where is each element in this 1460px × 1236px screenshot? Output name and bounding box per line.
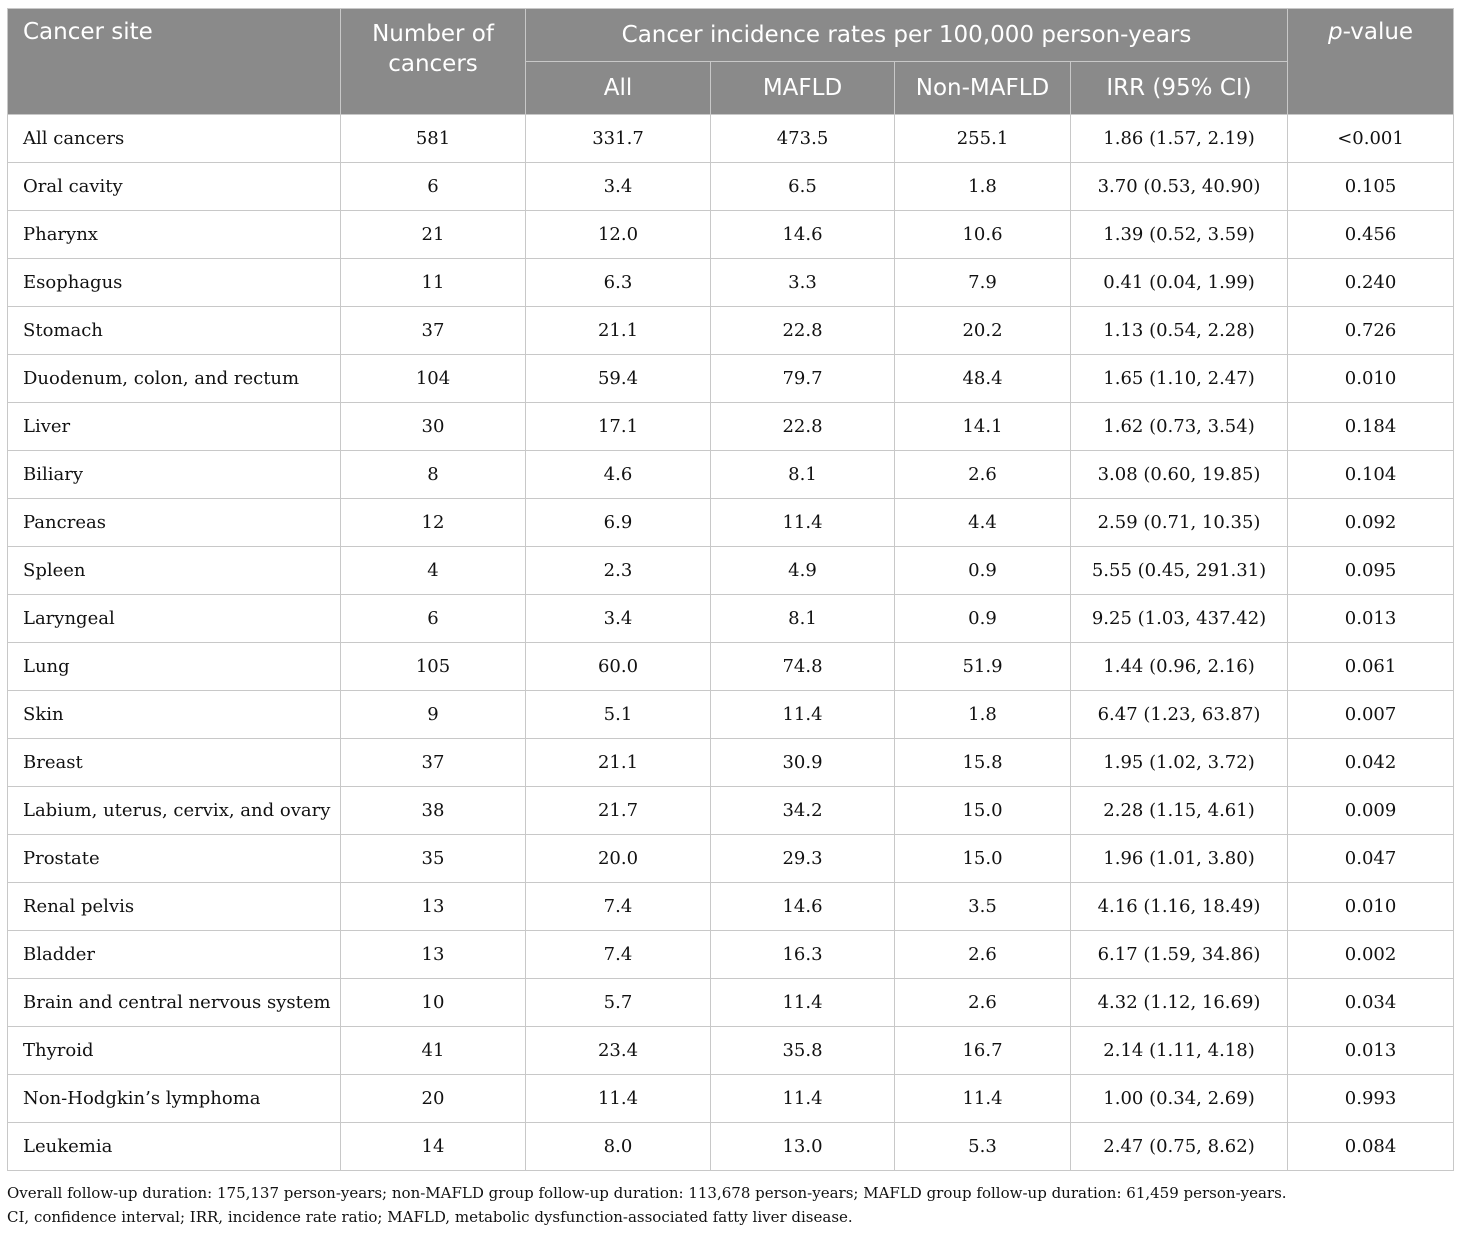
table-row [8,1027,1454,1075]
cell-irr: 9.25 (1.03, 437.42) [1071,595,1288,643]
cell-p-value: 0.095 [1288,547,1454,595]
cell-rate-all: 17.1 [526,403,711,451]
cell-cancer-site: Labium, uterus, cervix, and ovary [8,787,341,835]
header-all: All [526,62,711,115]
cell-rate-mafld: 473.5 [711,115,895,163]
cell-rate-all: 21.1 [526,307,711,355]
cell-cancer-site: All cancers [8,115,341,163]
table-row [8,979,1454,1027]
cell-number-of-cancers: 13 [341,883,526,931]
cell-rate-all: 8.0 [526,1123,711,1171]
cell-p-value: 0.007 [1288,691,1454,739]
cell-rate-mafld: 11.4 [711,691,895,739]
cell-irr: 2.14 (1.11, 4.18) [1071,1027,1288,1075]
cell-rate-all: 6.3 [526,259,711,307]
cell-rate-non-mafld: 2.6 [895,451,1071,499]
cell-rate-non-mafld: 255.1 [895,115,1071,163]
cell-cancer-site: Non-Hodgkin’s lymphoma [8,1075,341,1123]
cell-number-of-cancers: 105 [341,643,526,691]
footnote-abbreviations: CI, confidence interval; IRR, incidence rate ratio; MAFLD, metabolic dysfunction-associated fatty liver disease. [7,1208,853,1226]
cell-rate-all: 12.0 [526,211,711,259]
cell-rate-non-mafld: 0.9 [895,595,1071,643]
table-row [8,211,1454,259]
table-row [8,931,1454,979]
cell-number-of-cancers: 104 [341,355,526,403]
cell-rate-all: 3.4 [526,595,711,643]
cell-irr: 4.32 (1.12, 16.69) [1071,979,1288,1027]
header-irr: IRR (95% CI) [1071,62,1288,115]
cell-number-of-cancers: 14 [341,1123,526,1171]
cell-number-of-cancers: 6 [341,595,526,643]
cell-rate-non-mafld: 10.6 [895,211,1071,259]
cell-rate-non-mafld: 3.5 [895,883,1071,931]
cell-rate-non-mafld: 1.8 [895,163,1071,211]
cell-rate-all: 5.7 [526,979,711,1027]
header-number-line2: cancers [388,51,478,77]
table-body [8,115,1454,1171]
cell-irr: 1.96 (1.01, 3.80) [1071,835,1288,883]
cell-irr: 1.00 (0.34, 2.69) [1071,1075,1288,1123]
cell-number-of-cancers: 581 [341,115,526,163]
cell-irr: 5.55 (0.45, 291.31) [1071,547,1288,595]
cell-cancer-site: Esophagus [8,259,341,307]
cell-irr: 1.95 (1.02, 3.72) [1071,739,1288,787]
header-p-value [1288,9,1454,115]
cell-rate-mafld: 16.3 [711,931,895,979]
cell-p-value: <0.001 [1288,115,1454,163]
cell-number-of-cancers: 38 [341,787,526,835]
cell-irr: 1.13 (0.54, 2.28) [1071,307,1288,355]
cell-rate-mafld: 8.1 [711,451,895,499]
cell-p-value: 0.240 [1288,259,1454,307]
cell-irr: 2.59 (0.71, 10.35) [1071,499,1288,547]
cell-cancer-site: Leukemia [8,1123,341,1171]
header-p-rest: -value [1342,19,1414,45]
header-cancer-site: Cancer site [8,9,341,115]
cell-rate-mafld: 14.6 [711,211,895,259]
table-row [8,355,1454,403]
cell-rate-non-mafld: 15.0 [895,835,1071,883]
cell-p-value: 0.061 [1288,643,1454,691]
cell-cancer-site: Stomach [8,307,341,355]
cell-rate-all: 20.0 [526,835,711,883]
header-incidence-rates-group: Cancer incidence rates per 100,000 person-years [526,9,1288,62]
cell-number-of-cancers: 37 [341,307,526,355]
cell-p-value: 0.104 [1288,451,1454,499]
cell-cancer-site: Biliary [8,451,341,499]
cell-cancer-site: Spleen [8,547,341,595]
table-row [8,499,1454,547]
table-row [8,115,1454,163]
cell-rate-all: 4.6 [526,451,711,499]
cell-rate-all: 7.4 [526,883,711,931]
footnote-follow-up: Overall follow-up duration: 175,137 person-years; non-MAFLD group follow-up duration: 113,678 person-years; MAFLD group follow-up duration: 61,459 person-years. [7,1184,1287,1202]
cell-cancer-site: Prostate [8,835,341,883]
cancer-incidence-table [7,8,1454,1171]
cell-p-value: 0.010 [1288,355,1454,403]
cell-irr: 2.28 (1.15, 4.61) [1071,787,1288,835]
cell-rate-mafld: 22.8 [711,403,895,451]
cell-number-of-cancers: 9 [341,691,526,739]
cell-rate-mafld: 8.1 [711,595,895,643]
cell-rate-mafld: 11.4 [711,1075,895,1123]
table-header [8,9,1454,115]
cell-cancer-site: Liver [8,403,341,451]
table-row [8,163,1454,211]
cell-rate-non-mafld: 14.1 [895,403,1071,451]
cell-number-of-cancers: 12 [341,499,526,547]
cell-p-value: 0.010 [1288,883,1454,931]
cell-cancer-site: Lung [8,643,341,691]
header-mafld: MAFLD [711,62,895,115]
cell-p-value: 0.034 [1288,979,1454,1027]
cell-rate-mafld: 4.9 [711,547,895,595]
cell-rate-non-mafld: 48.4 [895,355,1071,403]
cell-irr: 1.62 (0.73, 3.54) [1071,403,1288,451]
cell-p-value: 0.993 [1288,1075,1454,1123]
cell-cancer-site: Thyroid [8,1027,341,1075]
cell-rate-mafld: 14.6 [711,883,895,931]
table-row [8,259,1454,307]
cell-rate-mafld: 74.8 [711,643,895,691]
cell-number-of-cancers: 8 [341,451,526,499]
cell-cancer-site: Pharynx [8,211,341,259]
cell-cancer-site: Bladder [8,931,341,979]
cell-p-value: 0.092 [1288,499,1454,547]
table-row [8,403,1454,451]
cell-rate-all: 3.4 [526,163,711,211]
cell-rate-all: 59.4 [526,355,711,403]
cell-rate-all: 6.9 [526,499,711,547]
table-row [8,451,1454,499]
cell-irr: 4.16 (1.16, 18.49) [1071,883,1288,931]
cell-number-of-cancers: 41 [341,1027,526,1075]
cell-rate-non-mafld: 2.6 [895,931,1071,979]
table-row [8,547,1454,595]
cell-irr: 6.17 (1.59, 34.86) [1071,931,1288,979]
cell-cancer-site: Brain and central nervous system [8,979,341,1027]
table-row [8,739,1454,787]
cell-p-value: 0.013 [1288,1027,1454,1075]
cell-rate-mafld: 29.3 [711,835,895,883]
cell-rate-non-mafld: 1.8 [895,691,1071,739]
cell-rate-all: 11.4 [526,1075,711,1123]
cell-rate-non-mafld: 2.6 [895,979,1071,1027]
header-number-line1: Number of [372,21,494,47]
cell-irr: 1.39 (0.52, 3.59) [1071,211,1288,259]
cell-rate-mafld: 6.5 [711,163,895,211]
cell-irr: 1.65 (1.10, 2.47) [1071,355,1288,403]
table-row [8,1123,1454,1171]
cell-p-value: 0.013 [1288,595,1454,643]
cell-rate-all: 331.7 [526,115,711,163]
cell-irr: 2.47 (0.75, 8.62) [1071,1123,1288,1171]
cell-rate-non-mafld: 15.0 [895,787,1071,835]
cell-rate-non-mafld: 5.3 [895,1123,1071,1171]
cell-rate-non-mafld: 0.9 [895,547,1071,595]
cell-cancer-site: Duodenum, colon, and rectum [8,355,341,403]
cell-rate-mafld: 11.4 [711,499,895,547]
cell-p-value: 0.084 [1288,1123,1454,1171]
table-row [8,643,1454,691]
cell-p-value: 0.002 [1288,931,1454,979]
table-row [8,835,1454,883]
table-row [8,595,1454,643]
cell-cancer-site: Oral cavity [8,163,341,211]
cell-number-of-cancers: 35 [341,835,526,883]
table-container [7,8,1453,1229]
cell-number-of-cancers: 37 [341,739,526,787]
table-row [8,1075,1454,1123]
cell-number-of-cancers: 20 [341,1075,526,1123]
cell-rate-non-mafld: 7.9 [895,259,1071,307]
header-non-mafld: Non-MAFLD [895,62,1071,115]
cell-rate-all: 23.4 [526,1027,711,1075]
header-number-of-cancers [341,9,526,115]
cell-number-of-cancers: 10 [341,979,526,1027]
table-footnotes [7,1181,1453,1229]
table-row [8,883,1454,931]
cell-p-value: 0.726 [1288,307,1454,355]
cell-rate-all: 21.7 [526,787,711,835]
cell-cancer-site: Laryngeal [8,595,341,643]
cell-rate-all: 60.0 [526,643,711,691]
cell-irr: 3.08 (0.60, 19.85) [1071,451,1288,499]
cell-p-value: 0.009 [1288,787,1454,835]
cell-p-value: 0.456 [1288,211,1454,259]
cell-rate-mafld: 79.7 [711,355,895,403]
cell-rate-all: 5.1 [526,691,711,739]
cell-irr: 3.70 (0.53, 40.90) [1071,163,1288,211]
cell-irr: 1.86 (1.57, 2.19) [1071,115,1288,163]
cell-p-value: 0.105 [1288,163,1454,211]
cell-rate-all: 2.3 [526,547,711,595]
cell-rate-mafld: 34.2 [711,787,895,835]
cell-rate-non-mafld: 15.8 [895,739,1071,787]
cell-number-of-cancers: 30 [341,403,526,451]
cell-cancer-site: Breast [8,739,341,787]
cell-number-of-cancers: 11 [341,259,526,307]
cell-number-of-cancers: 4 [341,547,526,595]
cell-number-of-cancers: 6 [341,163,526,211]
cell-p-value: 0.047 [1288,835,1454,883]
cell-rate-non-mafld: 16.7 [895,1027,1071,1075]
cell-irr: 0.41 (0.04, 1.99) [1071,259,1288,307]
cell-rate-mafld: 3.3 [711,259,895,307]
cell-cancer-site: Renal pelvis [8,883,341,931]
cell-number-of-cancers: 13 [341,931,526,979]
table-row [8,787,1454,835]
cell-irr: 1.44 (0.96, 2.16) [1071,643,1288,691]
cell-rate-mafld: 22.8 [711,307,895,355]
cell-rate-mafld: 30.9 [711,739,895,787]
table-row [8,691,1454,739]
cell-irr: 6.47 (1.23, 63.87) [1071,691,1288,739]
cell-rate-all: 21.1 [526,739,711,787]
cell-rate-mafld: 13.0 [711,1123,895,1171]
cell-rate-non-mafld: 20.2 [895,307,1071,355]
cell-number-of-cancers: 21 [341,211,526,259]
table-row [8,307,1454,355]
cell-rate-all: 7.4 [526,931,711,979]
cell-rate-non-mafld: 11.4 [895,1075,1071,1123]
cell-rate-non-mafld: 4.4 [895,499,1071,547]
cell-p-value: 0.042 [1288,739,1454,787]
cell-cancer-site: Pancreas [8,499,341,547]
header-p-italic: p [1327,19,1343,45]
cell-rate-mafld: 35.8 [711,1027,895,1075]
cell-rate-non-mafld: 51.9 [895,643,1071,691]
cell-rate-mafld: 11.4 [711,979,895,1027]
cell-cancer-site: Skin [8,691,341,739]
cell-p-value: 0.184 [1288,403,1454,451]
